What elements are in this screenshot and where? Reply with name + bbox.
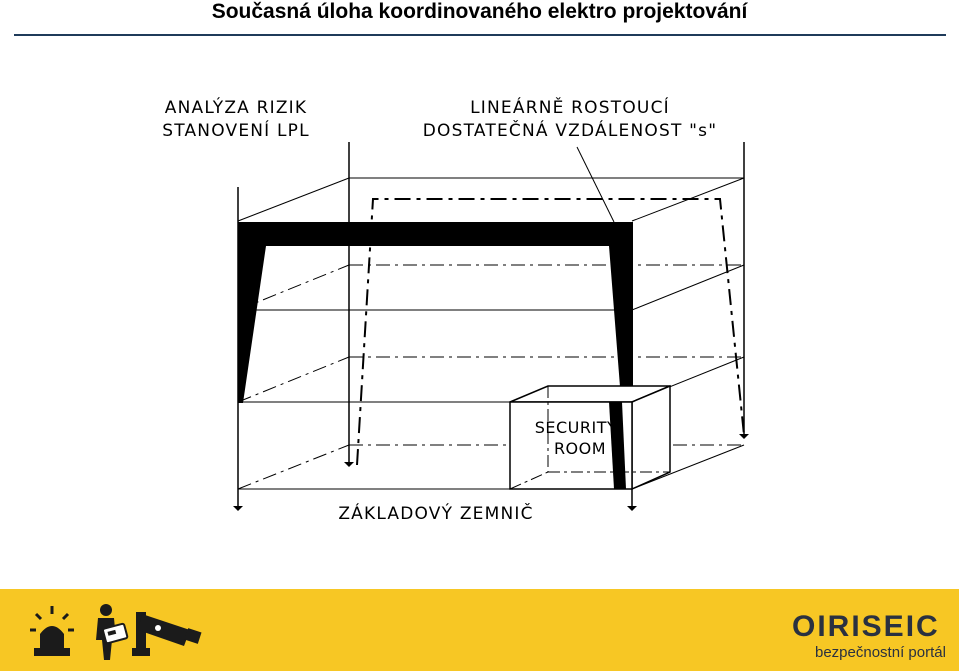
down-conductor-left bbox=[238, 246, 266, 403]
person-badge-icon bbox=[96, 604, 128, 660]
footer-icon-group bbox=[28, 600, 208, 662]
brand-logo-text: OIRISEIC bbox=[792, 610, 940, 642]
brand-tagline: bezpečnostní portál bbox=[815, 644, 946, 661]
slide-title: Současná úloha koordinovaného elektro projektování bbox=[211, 0, 748, 23]
security-room bbox=[510, 386, 670, 489]
label-lpl: STANOVENÍ LPL bbox=[162, 121, 310, 141]
label-distance-line2: DOSTATEČNÁ VZDÁLENOST "s" bbox=[422, 121, 718, 141]
label-distance-line1: LINEÁRNĚ ROSTOUCÍ bbox=[470, 98, 670, 118]
rod-tips bbox=[233, 434, 749, 511]
beacon-icon bbox=[30, 606, 74, 656]
label-risk-analysis: ANALÝZA RIZIK bbox=[164, 98, 308, 118]
air-termination-bar bbox=[238, 222, 633, 246]
room-label-line2: ROOM bbox=[553, 439, 607, 458]
label-foundation-earth: ZÁKLADOVÝ ZEMNIČ bbox=[338, 504, 534, 524]
leader-line bbox=[577, 147, 614, 222]
room-label-line1: SECURITY bbox=[534, 418, 618, 437]
brand-logo bbox=[790, 608, 955, 642]
camera-icon bbox=[132, 612, 202, 656]
